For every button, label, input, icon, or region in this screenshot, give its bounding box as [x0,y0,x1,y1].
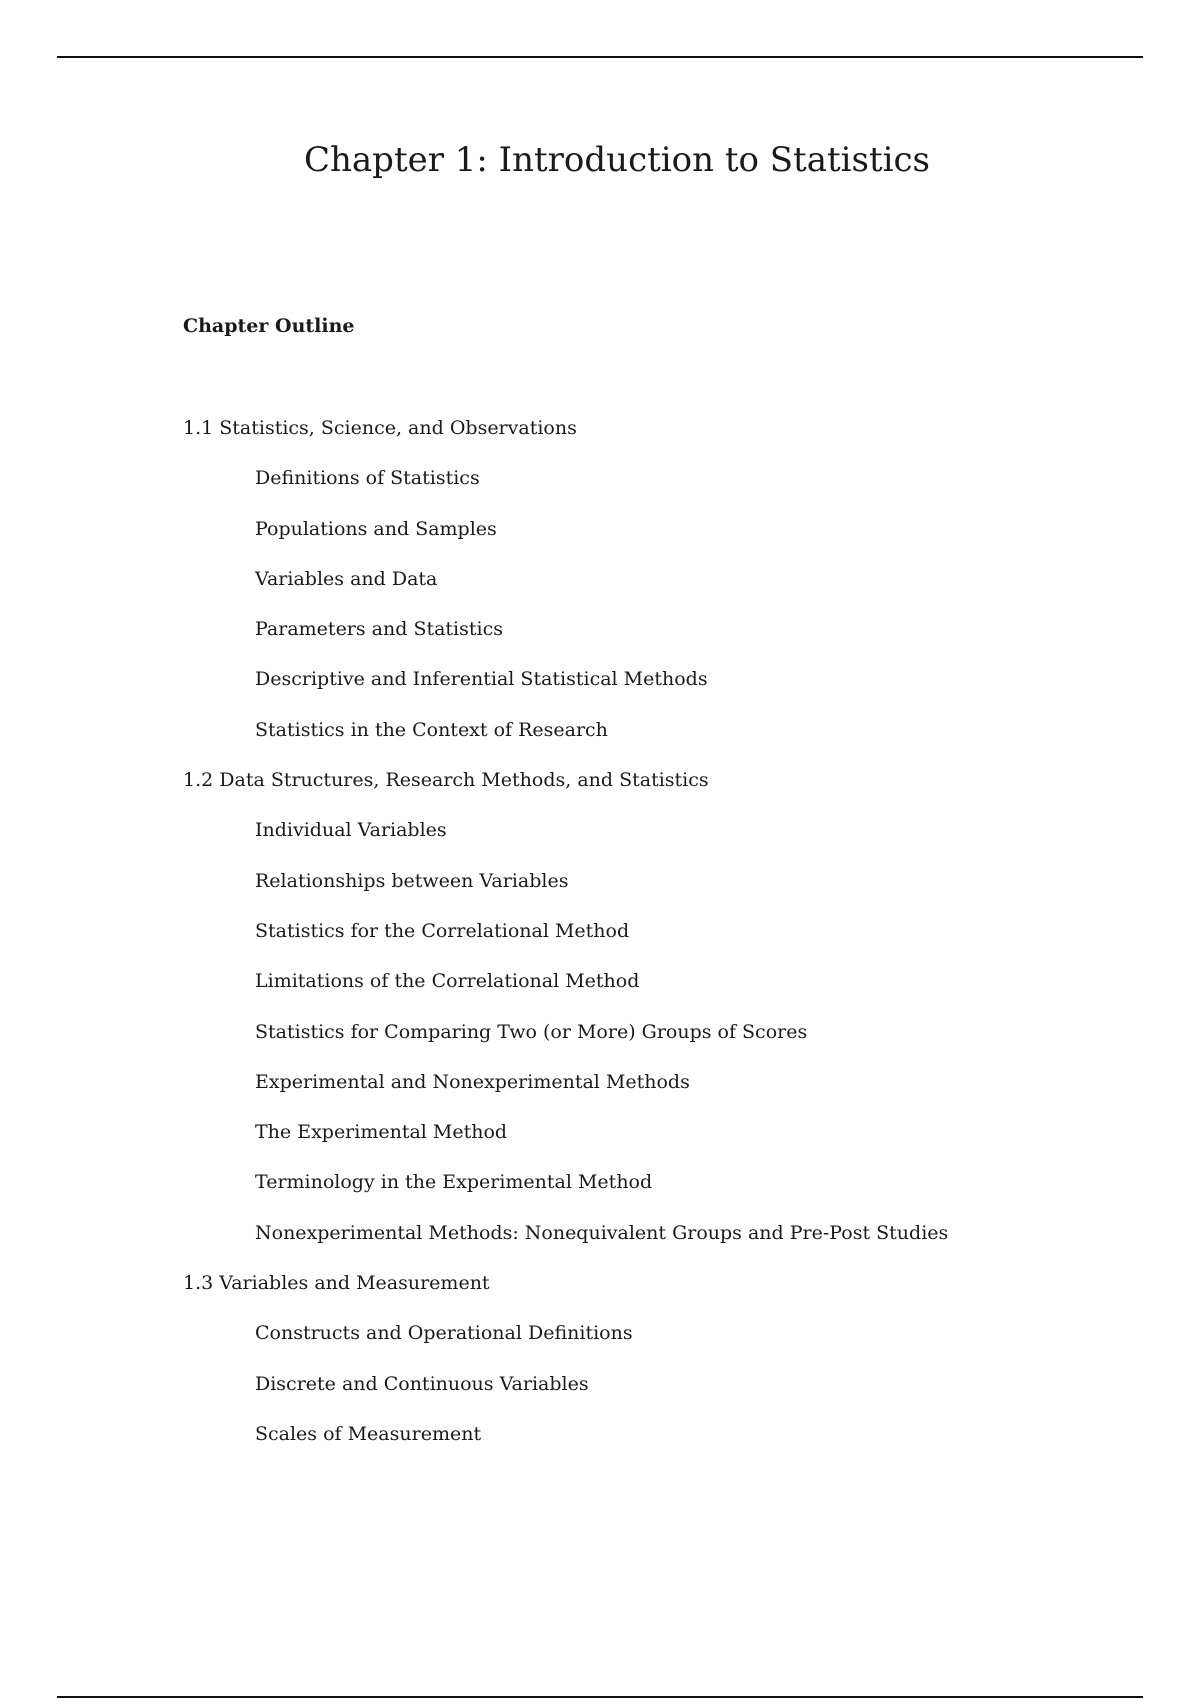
outline-subsection: Discrete and Continuous Variables [255,1372,589,1395]
outline-subsection: Nonexperimental Methods: Nonequivalent Groups and Pre-Post Studies [255,1221,949,1244]
chapter-title: Chapter 1: Introduction to Statistics [304,140,930,180]
outline-subsection: Terminology in the Experimental Method [255,1171,653,1194]
outline-subsection: Limitations of the Correlational Method [255,970,640,993]
outline-section: 1.1 Statistics, Science, and Observations [183,417,577,439]
outline-subsection: Statistics in the Context of Research [255,718,608,741]
outline-heading: Chapter Outline [183,315,355,337]
outline-subsection: Scales of Measurement [255,1422,482,1445]
outline-subsection: The Experimental Method [255,1121,508,1144]
outline-subsection: Individual Variables [255,819,447,842]
outline-subsection: Statistics for Comparing Two (or More) Groups of Scores [255,1020,808,1043]
outline-section: 1.2 Data Structures, Research Methods, and Statistics [183,769,709,792]
outline-subsection: Relationships between Variables [255,869,569,892]
outline-section: 1.3 Variables and Measurement [183,1272,490,1295]
outline-subsection: Statistics for the Correlational Method [255,919,630,942]
outline-subsection: Experimental and Nonexperimental Methods [255,1070,690,1093]
outline-subsection: Constructs and Operational Definitions [255,1322,633,1345]
outline-subsection: Variables and Data [255,567,438,590]
top-rule [57,56,1143,58]
bottom-rule [57,1696,1143,1698]
chapter-outline [183,411,1143,1467]
outline-subsection: Parameters and Statistics [255,618,503,641]
outline-subsection: Descriptive and Inferential Statistical Methods [255,668,708,691]
outline-subsection: Populations and Samples [255,517,497,540]
outline-subsection: Definitions of Statistics [255,467,480,490]
